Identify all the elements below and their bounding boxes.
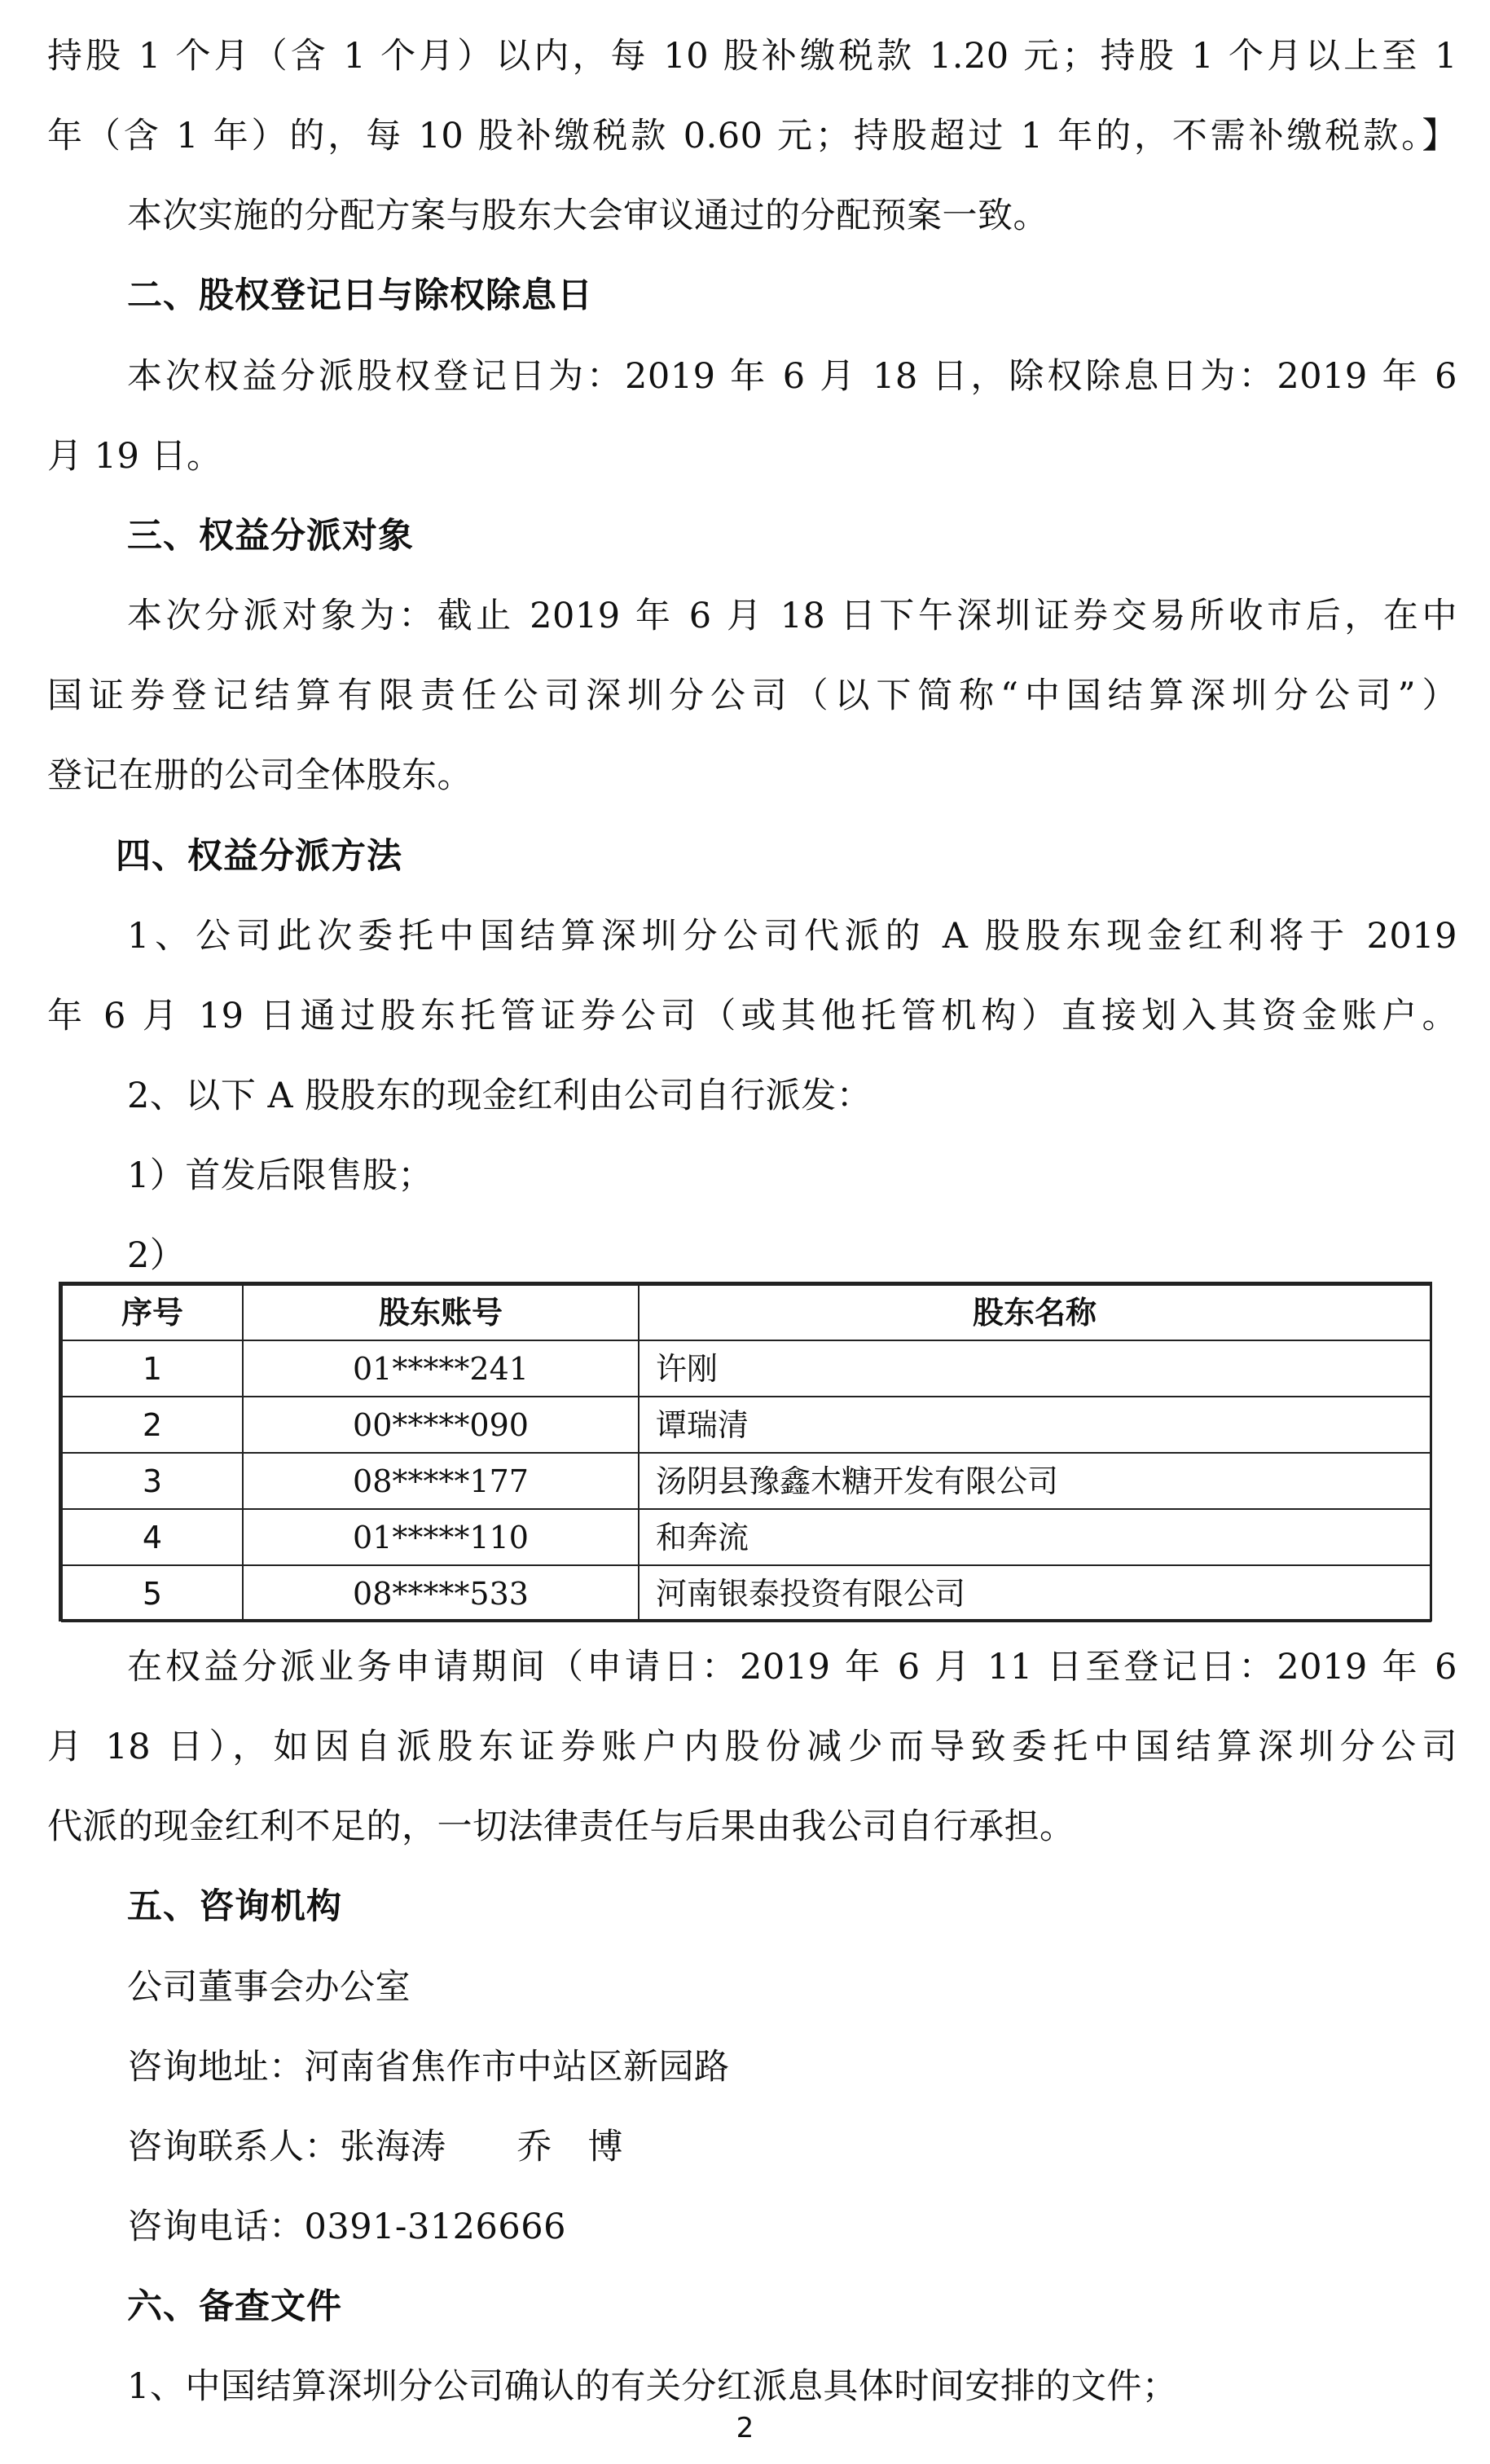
- section-3-heading: 三、权益分派对象: [127, 516, 414, 557]
- consistency-statement: 本次实施的分配方案与股东大会审议通过的分配预案一致。: [127, 196, 1048, 236]
- shareholder-name: 和奔流: [639, 1509, 1431, 1565]
- section-4-heading: 四、权益分派方法: [116, 836, 402, 877]
- table-row: [62, 1453, 1431, 1509]
- consulting-address: 咨询地址：河南省焦作市中站区新园路: [127, 2047, 730, 2088]
- shareholder-name: 许刚: [639, 1340, 1431, 1397]
- tax-paragraph-line-2: 年（含 1 年）的，每 10 股补缴税款 0.60 元；持股超过 1 年的，不需补缴税款。】: [47, 116, 1457, 156]
- table-header-number: 序号: [62, 1285, 243, 1340]
- method-item-2: 2、以下 A 股股东的现金红利由公司自行派发：: [127, 1076, 872, 1116]
- table-header-row: [62, 1285, 1431, 1340]
- distribution-object-line-1: 本次分派对象为：截止 2019 年 6 月 18 日下午深圳证券交易所收市后，在中: [127, 596, 1457, 636]
- row-number: 5: [62, 1565, 243, 1621]
- record-date-line-1: 本次权益分派股权登记日为：2019 年 6 月 18 日，除权除息日为：2019 年 6: [127, 356, 1457, 397]
- shareholder-account: 01*****110: [243, 1509, 639, 1565]
- shareholder-name: 河南银泰投资有限公司: [639, 1565, 1431, 1621]
- tax-paragraph-line-1: 持股 1 个月（含 1 个月）以内，每 10 股补缴税款 1.20 元；持股 1 个月以上至 1: [47, 36, 1457, 77]
- row-number: 4: [62, 1509, 243, 1565]
- reference-file-item-1: 1、中国结算深圳分公司确认的有关分红派息具体时间安排的文件；: [127, 2366, 1178, 2407]
- liability-note-line-2: 月 18 日），如因自派股东证券账户内股份减少而导致委托中国结算深圳分公司: [47, 1727, 1457, 1767]
- row-number: 3: [62, 1453, 243, 1509]
- page-number: 2: [736, 2412, 754, 2444]
- distribution-object-line-3: 登记在册的公司全体股东。: [47, 755, 472, 796]
- shareholder-account: 01*****241: [243, 1340, 639, 1397]
- consulting-office: 公司董事会办公室: [127, 1967, 411, 2008]
- shareholder-account: 08*****177: [243, 1453, 639, 1509]
- liability-note-line-3: 代派的现金红利不足的，一切法律责任与后果由我公司自行承担。: [47, 1806, 1075, 1847]
- record-date-line-2: 月 19 日。: [47, 436, 222, 477]
- section-5-heading: 五、咨询机构: [127, 1886, 342, 1927]
- table-header-account: 股东账号: [243, 1285, 639, 1340]
- consulting-contacts: 咨询联系人：张海涛 乔 博: [127, 2127, 623, 2167]
- shareholder-name: 汤阴县豫鑫木糖开发有限公司: [639, 1453, 1431, 1509]
- shareholder-table: [61, 1284, 1431, 1622]
- shareholder-name: 谭瑞清: [639, 1397, 1431, 1453]
- method-subitem-1: 1）首发后限售股；: [127, 1155, 433, 1196]
- section-2-heading: 二、股权登记日与除权除息日: [127, 275, 593, 316]
- method-item-1-line-1: 1、公司此次委托中国结算深圳分公司代派的 A 股股东现金红利将于 2019: [127, 916, 1457, 957]
- row-number: 2: [62, 1397, 243, 1453]
- shareholder-account: 00*****090: [243, 1397, 639, 1453]
- consulting-phone: 咨询电话：0391-3126666: [127, 2207, 566, 2247]
- table-row: [62, 1509, 1431, 1565]
- liability-note-line-1: 在权益分派业务申请期间（申请日：2019 年 6 月 11 日至登记日：2019 年 6: [127, 1647, 1457, 1687]
- row-number: 1: [62, 1340, 243, 1397]
- table-header-name: 股东名称: [639, 1285, 1431, 1340]
- table-row: [62, 1340, 1431, 1397]
- distribution-object-line-2: 国证券登记结算有限责任公司深圳分公司（以下简称“中国结算深圳分公司”）: [47, 675, 1457, 716]
- shareholder-table-container: [59, 1282, 1432, 1621]
- section-6-heading: 六、备查文件: [127, 2286, 342, 2327]
- method-item-1-line-2: 年 6 月 19 日通过股东托管证券公司（或其他托管机构）直接划入其资金账户。: [47, 996, 1457, 1036]
- table-row: [62, 1565, 1431, 1621]
- table-row: [62, 1397, 1431, 1453]
- shareholder-account: 08*****533: [243, 1565, 639, 1621]
- method-subitem-2: 2）: [127, 1235, 186, 1276]
